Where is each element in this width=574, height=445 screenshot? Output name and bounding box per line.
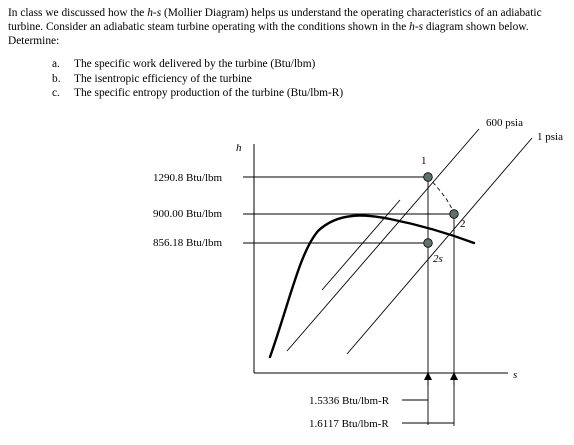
intro-text-1: In class we discussed how the (8, 7, 148, 19)
task-letter-b: b. (52, 72, 61, 85)
state-label-2s: 2s (433, 253, 443, 265)
x-axis-label: s (513, 369, 518, 381)
enthalpy-label-1: 1290.8 Btu/lbm (153, 172, 223, 184)
task-text-a: The specific work delivered by the turbine (Btu/lbm) (74, 58, 316, 70)
task-letter-c: c. (52, 87, 60, 99)
task-text-b: The isentropic efficiency of the turbine (74, 72, 252, 85)
enthalpy-label-2: 900.00 Btu/lbm (153, 208, 223, 220)
entropy-label-1: 1.5336 Btu/lbm-R (309, 395, 390, 407)
isobar-1-psia (347, 138, 532, 354)
task-letter-a: a. (52, 58, 60, 70)
state-label-1: 1 (421, 155, 427, 167)
entropy-label-2: 1.6117 Btu/lbm-R (309, 418, 389, 430)
state-point-2 (450, 210, 459, 219)
intro-hs-2: h-s (409, 21, 424, 33)
y-axis-label: h (236, 142, 242, 154)
state-point-2s (424, 239, 433, 248)
isobar-label-600: 600 psia (486, 117, 523, 129)
intro-text-3: diagram shown below. Determine: (8, 21, 529, 47)
enthalpy-label-2s: 856.18 Btu/lbm (153, 237, 223, 249)
intro-hs-1: h-s (147, 7, 162, 19)
state-label-2: 2 (460, 218, 466, 230)
intro-text-2: (Mollier Diagram) helps us understand the operating characteristics of an adiabatic turbine. Consider an adiabatic steam turbine operating with the conditions shown in the (8, 7, 542, 33)
actual-process-path (428, 177, 454, 214)
isobar-label-1: 1 psia (537, 131, 563, 143)
state-point-1 (424, 173, 433, 182)
task-text-c: The specific entropy production of the turbine (Btu/lbm-R) (74, 87, 344, 99)
isobar-intermediate (322, 200, 400, 290)
isobar-600-psia (287, 129, 479, 351)
